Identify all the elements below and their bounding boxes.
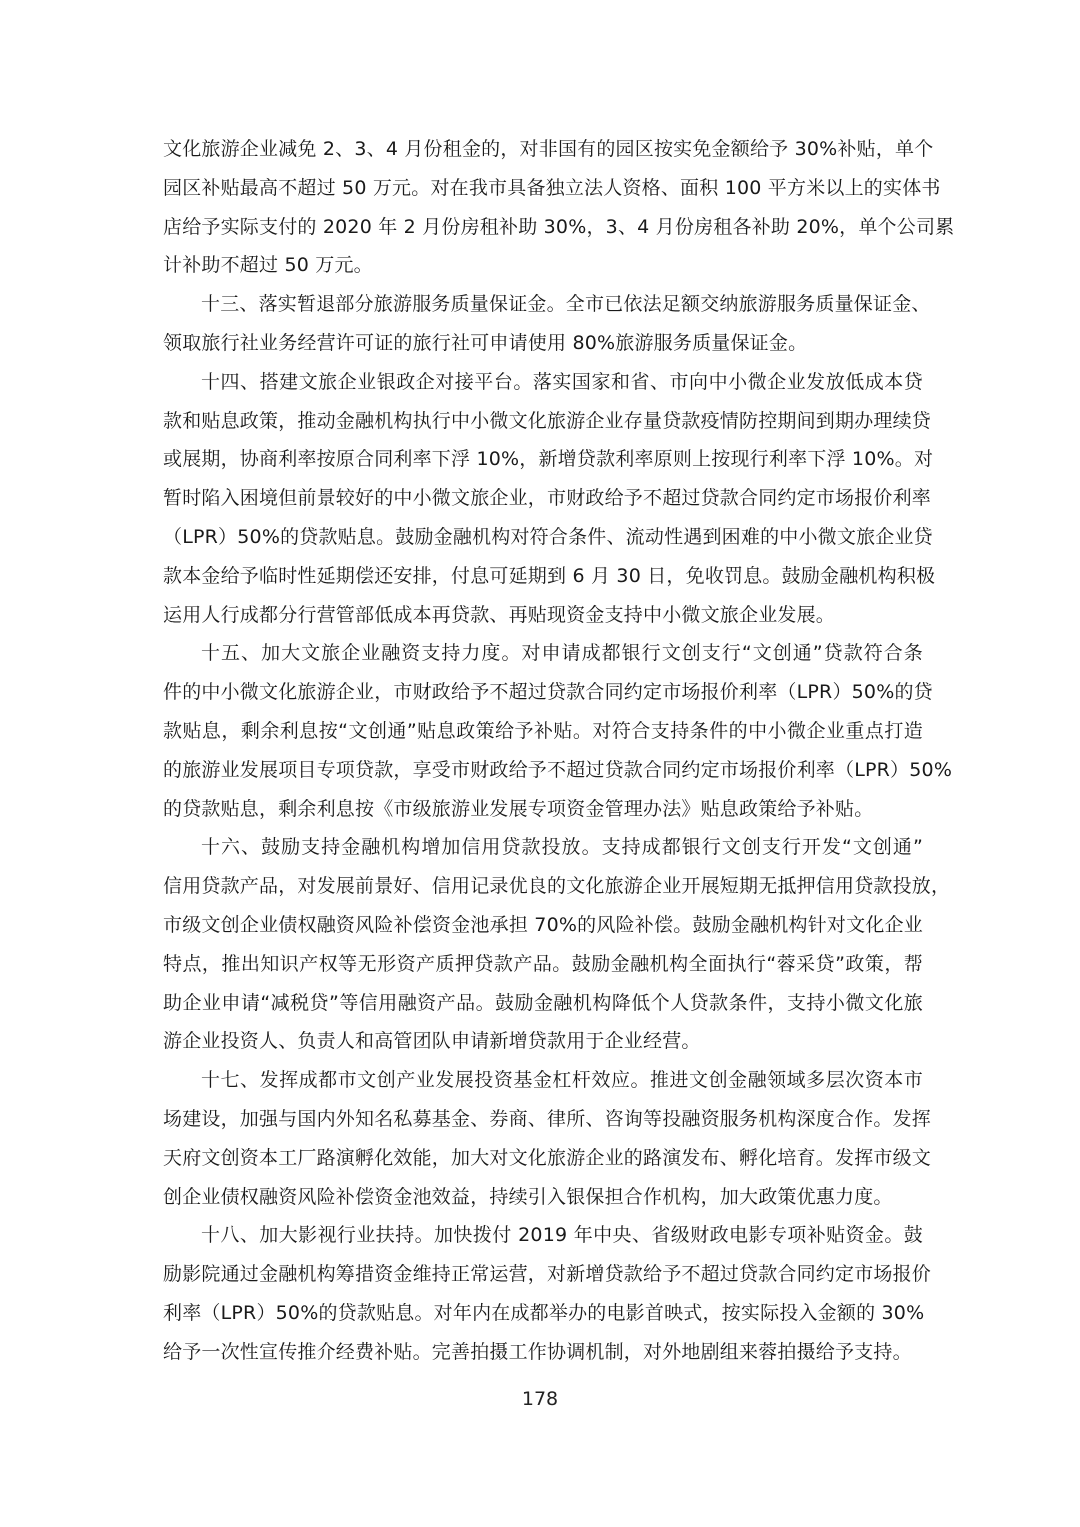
text-line: 暂时陷入困境但前景较好的中小微文旅企业，市财政给予不超过贷款合同约定市场报价利率 [163, 487, 932, 510]
text-line: 店给予实际支付的 2020 年 2 月份房租补助 30%，3、4 月份房租各补助 20%，单个公司累 [163, 215, 955, 238]
text-line: 园区补贴最高不超过 50 万元。对在我市具备独立法人资格、面积 100 平方米以上的实体书 [163, 176, 941, 199]
text-line: 或展期，协商利率按原合同利率下浮 10%，新增贷款利率原则上按现行利率下浮 10%。对 [163, 448, 934, 471]
text-line: 十七、发挥成都市文创产业发展投资基金杠杆效应。推进文创金融领域多层次资本市 [201, 1069, 923, 1092]
text-line: 利率（LPR）50%的贷款贴息。对年内在成都举办的电影首映式，按实际投入金额的 30% [163, 1301, 925, 1324]
page-number: 178 [521, 1388, 559, 1410]
text-line: 运用人行成都分行营管部低成本再贷款、再贴现资金支持中小微文旅企业发展。 [163, 603, 836, 626]
paragraph-17 [163, 1061, 932, 1216]
text-line: 场建设，加强与国内外知名私募基金、券商、律所、咨询等投融资服务机构深度合作。发挥 [163, 1107, 932, 1130]
text-line: 十四、搭建文旅企业银政企对接平台。落实国家和省、市向中小微企业发放低成本贷 [201, 370, 923, 393]
text-line: 励影院通过金融机构筹措资金维持正常运营，对新增贷款给予不超过贷款合同约定市场报价 [163, 1263, 932, 1286]
text-line: 游企业投资人、负责人和高管团队申请新增贷款用于企业经营。 [163, 1030, 701, 1053]
text-line: 的贷款贴息，剩余利息按《市级旅游业发展专项资金管理办法》贴息政策给予补贴。 [163, 797, 874, 820]
text-line: 计补助不超过 50 万元。 [163, 254, 373, 277]
text-line: 款本金给予临时性延期偿还安排，付息可延期到 6 月 30 日，免收罚息。鼓励金融机构积极 [163, 564, 936, 587]
paragraph-13 [163, 285, 931, 363]
text-line: 给予一次性宣传推介经费补贴。完善拍摄工作协调机制，对外地剧组来蓉拍摄给予支持。 [163, 1340, 912, 1363]
document-body [163, 130, 955, 1372]
text-line: 创企业债权融资风险补偿资金池效益，持续引入银保担合作机构，加大政策优惠力度。 [163, 1185, 893, 1208]
text-line: 市级文创企业债权融资风险补偿资金池承担 70%的风险补偿。鼓励金融机构针对文化企业 [163, 913, 923, 936]
text-line: 特点，推出知识产权等无形资产质押贷款产品。鼓励金融机构全面执行“蓉采贷”政策，帮 [163, 952, 923, 975]
text-line: 件的中小微文化旅游企业，市财政给予不超过贷款合同约定市场报价利率（LPR）50%的贷 [163, 681, 933, 704]
text-line: 十五、加大文旅企业融资支持力度。对申请成都银行文创支行“文创通”贷款符合条 [201, 642, 923, 665]
paragraph-18 [163, 1216, 932, 1371]
text-line: 领取旅行社业务经营许可证的旅行社可申请使用 80%旅游服务质量保证金。 [163, 331, 808, 354]
text-line: 款贴息，剩余利息按“文创通”贴息政策给予补贴。对符合支持条件的中小微企业重点打造 [163, 719, 923, 742]
text-line: 信用贷款产品，对发展前景好、信用记录优良的文化旅游企业开展短期无抵押信用贷款投放， [163, 875, 951, 898]
paragraph-continued [163, 130, 955, 285]
text-line: 的旅游业发展项目专项贷款，享受市财政给予不超过贷款合同约定市场报价利率（LPR）50% [163, 758, 953, 781]
paragraph-16 [163, 828, 951, 1061]
text-line: 助企业申请“减税贷”等信用融资产品。鼓励金融机构降低个人贷款条件，支持小微文化旅 [163, 991, 923, 1014]
text-line: 十八、加大影视行业扶持。加快拨付 2019 年中央、省级财政电影专项补贴资金。鼓 [201, 1224, 923, 1247]
text-line: （LPR）50%的贷款贴息。鼓励金融机构对符合条件、流动性遇到困难的中小微文旅企业贷 [163, 525, 933, 548]
text-line: 款和贴息政策，推动金融机构执行中小微文化旅游企业存量贷款疫情防控期间到期办理续贷 [163, 409, 932, 432]
text-line: 天府文创资本工厂路演孵化效能，加大对文化旅游企业的路演发布、孵化培育。发挥市级文 [163, 1146, 932, 1169]
paragraph-14 [163, 363, 936, 635]
text-line: 十三、落实暂退部分旅游服务质量保证金。全市已依法足额交纳旅游服务质量保证金、 [201, 293, 931, 316]
text-line: 十六、鼓励支持金融机构增加信用贷款投放。支持成都银行文创支行开发“文创通” [201, 836, 923, 859]
paragraph-15 [163, 634, 953, 828]
text-line: 文化旅游企业减免 2、3、4 月份租金的，对非国有的园区按实免金额给予 30%补贴，单个 [163, 138, 934, 160]
